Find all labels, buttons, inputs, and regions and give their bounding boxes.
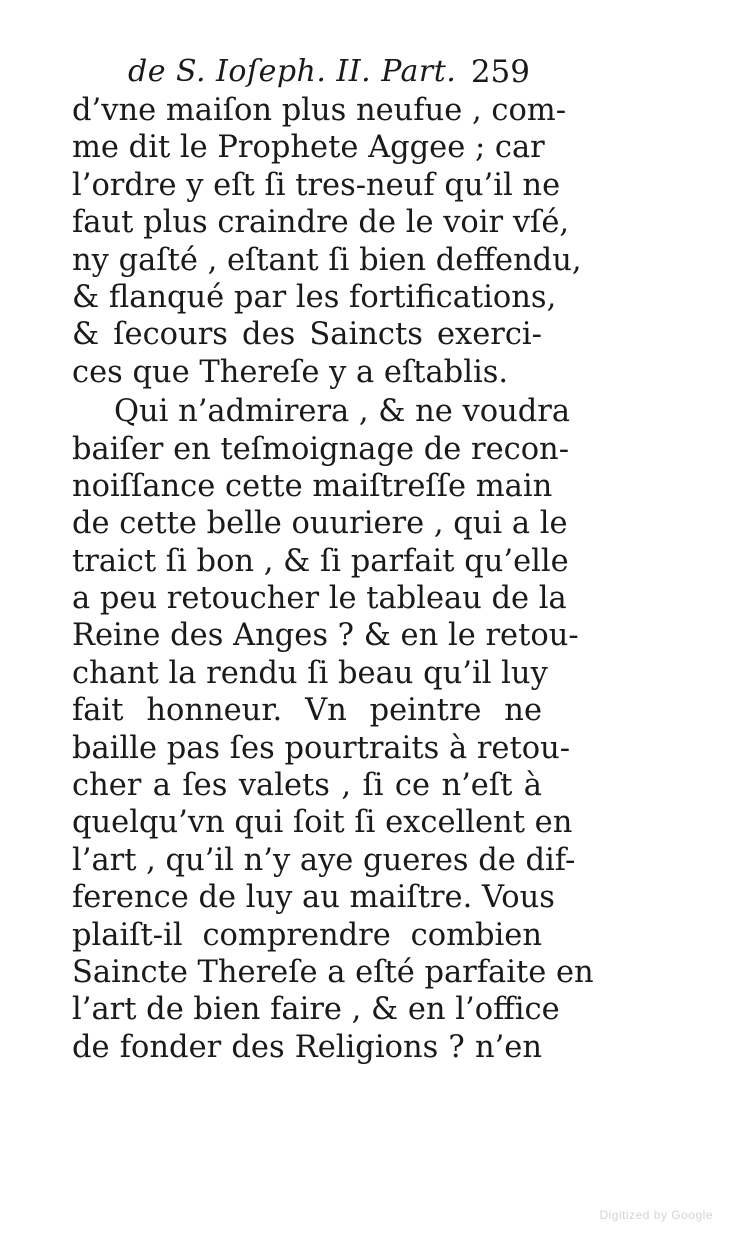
running-title: de S. Ioſeph. II. Part. (128, 54, 457, 89)
text-line: chant la rendu ſi beau qu’il luy (72, 655, 548, 691)
digitization-watermark: Digitized by Google (599, 1208, 713, 1222)
text-line: & flanqué par les fortifications, (72, 279, 557, 315)
text-line: l’art de bien faire , & en l’office (72, 992, 560, 1028)
text-line: d’vne maiſon plus neufue , com- (72, 93, 567, 128)
text-line: Reine des Anges ? & en le retou- (72, 618, 579, 654)
page-header (120, 52, 540, 96)
text-line: ces que Thereſe y a eſtablis. (72, 354, 509, 390)
text-line: ference de luy au maiſtre. Vous (72, 880, 555, 916)
text-line: a peu retoucher le tableau de la (72, 581, 567, 617)
paragraph-1 (72, 92, 582, 391)
text-line: & ſecours des Saincts exerci- (72, 317, 542, 353)
text-line: l’art , qu’il n’y aye gueres de dif- (72, 842, 576, 878)
body-text (72, 92, 594, 1066)
text-line: plaiſt-il comprendre combien (72, 917, 542, 953)
text-line: cher a ſes valets , ſi ce n’eſt à (72, 768, 542, 804)
text-line: de cette belle ouuriere , qui a le (72, 506, 568, 542)
text-line: faut plus craindre de le voir vſé, (72, 205, 570, 241)
text-line: traict ſi bon , & ſi parfait qu’elle (72, 543, 569, 579)
text-line: quelqu’vn qui ſoit ſi excellent en (72, 805, 573, 841)
text-line: noiſſance cette maiſtreſſe main (72, 468, 553, 504)
text-line: me dit le Prophete Aggee ; car (72, 130, 545, 166)
text-line: baille pas ſes pourtraits à retou- (72, 730, 571, 766)
text-line: baiſer en teſmoignage de recon- (72, 431, 570, 467)
text-line: l’ordre y eſt ſi tres-neuf qu’il ne (72, 167, 561, 203)
text-line: fait honneur. Vn peintre ne (72, 693, 542, 729)
text-line: de fonder des Religions ? n’en (72, 1029, 542, 1065)
text-line: Qui n’admirera , & ne voudra (114, 394, 571, 430)
text-line: Saincte Thereſe a eſté parfaite en (72, 954, 594, 990)
paragraph-2 (72, 393, 594, 1066)
page-number: 259 (470, 54, 530, 90)
text-line: ny gaſté , eſtant ſi bien deffendu, (72, 242, 582, 278)
